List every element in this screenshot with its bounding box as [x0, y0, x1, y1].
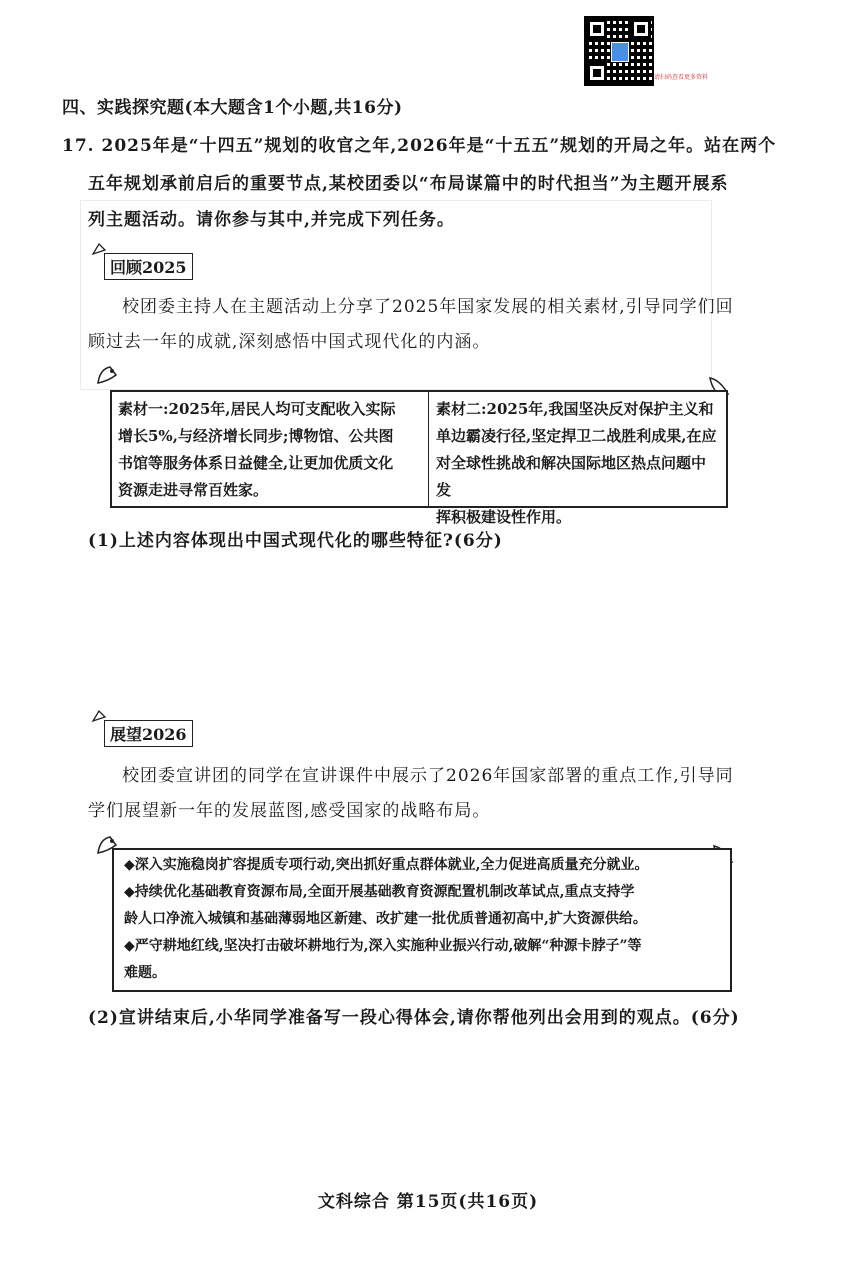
review-2025-tag	[104, 253, 193, 280]
question-line-2: 五年规划承前启后的重要节点,某校团委以“布局谋篇中的时代担当”为主题开展系	[88, 174, 729, 194]
review-paragraph-line-2: 顾过去一年的成就,深刻感悟中国式现代化的内涵。	[88, 332, 491, 352]
material-two-line: 对全球性挑战和解决国际地区热点问题中发	[436, 454, 707, 499]
pin-icon	[91, 242, 107, 256]
materials-box	[110, 390, 728, 526]
question-line-1: 17. 2025年是“十四五”规划的收官之年,2026年是“十五五”规划的开局之年。站在两个	[62, 136, 777, 156]
material-two-line: 素材二:2025年,我国坚决反对保护主义和	[436, 400, 714, 418]
question-line-3: 列主题活动。请你参与其中,并完成下列任务。	[88, 210, 455, 230]
deployment-item: ◆持续优化基础教育资源布局,全面开展基础教育资源配置机制改革试点,重点支持学	[124, 884, 635, 900]
deployment-item: ◆深入实施稳岗扩容提质专项行动,突出抓好重点群体就业,全力促进高质量充分就业。	[124, 857, 649, 873]
deployment-item: 龄人口净流入城镇和基础薄弱地区新建、改扩建一批优质普通初高中,扩大资源供给。	[124, 911, 647, 927]
material-two-line: 挥积极建设性作用。	[436, 508, 572, 526]
review-2025-label: 回顾2025	[110, 258, 187, 277]
qr-code	[584, 16, 654, 86]
material-two	[430, 392, 724, 526]
question-2: (2)宣讲结束后,小华同学准备写一段心得体会,请你帮他列出会用到的观点。(6分)	[88, 1008, 740, 1028]
page-footer: 文科综合 第15页(共16页)	[317, 1192, 539, 1212]
review-paragraph-line-1: 校团委主持人在主题活动上分享了2025年国家发展的相关素材,引导同学们回	[122, 297, 734, 317]
material-one-line: 素材一:2025年,居民人均可支配收入实际	[118, 400, 396, 418]
outlook-paragraph-line-1: 校团委宣讲团的同学在宣讲课件中展示了2026年国家部署的重点工作,引导同	[122, 766, 734, 786]
qr-note: 请扫码查看更多资料	[654, 74, 709, 81]
outlook-2026-label: 展望2026	[110, 725, 187, 744]
bell-pin-icon	[94, 363, 120, 387]
material-two-line: 单边霸凌行径,坚定捍卫二战胜利成果,在应	[436, 427, 717, 445]
question-1: (1)上述内容体现出中国式现代化的哪些特征?(6分)	[88, 531, 503, 551]
pin-icon	[91, 709, 107, 723]
outlook-paragraph-line-2: 学们展望新一年的发展蓝图,感受国家的战略布局。	[88, 801, 491, 821]
deployment-box	[112, 848, 732, 992]
deployment-item: 难题。	[124, 965, 166, 981]
materials-divider	[428, 392, 429, 506]
material-one-line: 书馆等服务体系日益健全,让更加优质文化	[118, 454, 394, 472]
material-one-line: 增长5%,与经济增长同步;博物馆、公共图	[118, 427, 394, 445]
outlook-2026-tag	[104, 720, 193, 747]
section-title: 四、实践探究题(本大题含1个小题,共16分)	[62, 98, 403, 118]
material-one	[112, 392, 426, 506]
material-one-line: 资源走进寻常百姓家。	[118, 481, 269, 499]
deployment-item: ◆严守耕地红线,坚决打击破坏耕地行为,深入实施种业振兴行动,破解“种源卡脖子”等	[124, 938, 642, 954]
